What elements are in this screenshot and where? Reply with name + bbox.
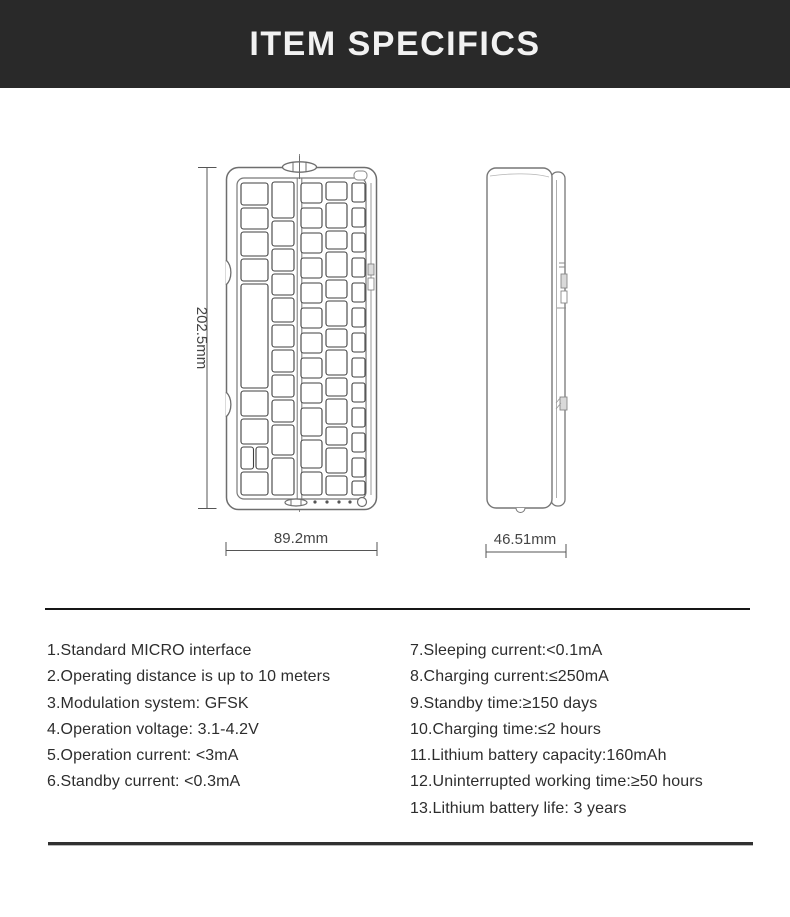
side-port-tab <box>368 278 374 290</box>
height-dimension-label: 202.5mm <box>193 306 210 370</box>
keyboard-side-view <box>487 168 567 513</box>
separator-bottom <box>48 842 753 845</box>
keyboard-front-view <box>226 154 377 512</box>
dimension-side-width <box>486 531 566 558</box>
separator-top <box>45 608 750 610</box>
dimension-keyboard-width <box>226 530 377 556</box>
indicator-led-drawing <box>354 171 367 180</box>
spec-list-right <box>410 638 703 822</box>
spec-item: 11.Lithium battery capacity:160mAh <box>410 747 667 765</box>
spec-item: 13.Lithium battery life: 3 years <box>410 799 627 817</box>
spec-list-left <box>47 638 330 796</box>
fold-hinge-bottom <box>285 499 307 506</box>
spec-item: 5.Operation current: <3mA <box>47 747 239 765</box>
dimension-height <box>193 168 217 510</box>
spec-item: 2.Operating distance is up to 10 meters <box>47 668 331 686</box>
spec-item: 9.Standby time:≥150 days <box>410 694 598 712</box>
spec-item: 6.Standby current: <0.3mA <box>47 773 241 791</box>
side-width-dimension-label: 46.51mm <box>493 531 557 548</box>
spec-item: 10.Charging time:≤2 hours <box>410 720 601 738</box>
space-key <box>241 284 268 388</box>
spec-item: 3.Modulation system: GFSK <box>47 694 249 712</box>
side-port-tab <box>368 264 374 275</box>
bottom-notch <box>516 508 525 513</box>
spec-item: 8.Charging current:≤250mA <box>410 668 609 686</box>
power-button-drawing <box>358 498 367 507</box>
spec-item: 4.Operation voltage: 3.1-4.2V <box>47 720 259 738</box>
spec-item: 12.Uninterrupted working time:≥50 hours <box>410 773 703 791</box>
page-title: ITEM SPECIFICS <box>249 24 541 63</box>
spec-item: 7.Sleeping current:<0.1mA <box>410 642 603 659</box>
keyboard-width-dimension-label: 89.2mm <box>273 530 329 547</box>
spec-item: 1.Standard MICRO interface <box>47 642 252 659</box>
